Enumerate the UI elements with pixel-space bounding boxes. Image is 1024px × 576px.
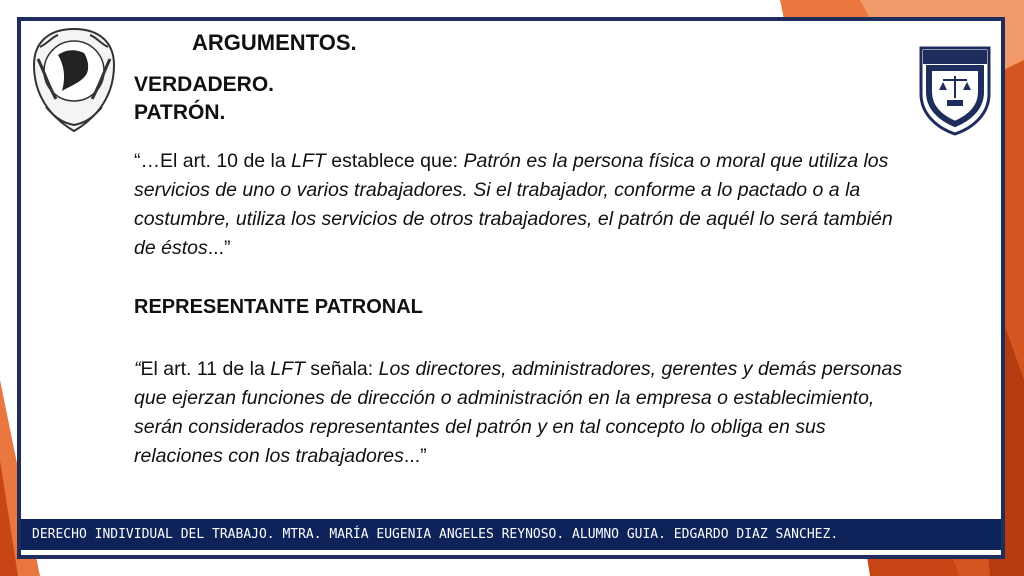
subheading-patron: PATRÓN. [134, 101, 226, 124]
para2-quote: Los directores, administradores, gerentes y demás personas que ejerzan funciones de dirección o administración en la empresa o establecimiento, serán considerados representantes del patrón y en tal concepto lo obliga en sus relaciones con los trabajadores [134, 358, 903, 467]
section-title-representante: REPRESENTANTE PATRONAL [134, 296, 423, 318]
para2-open-quote: “ [134, 358, 141, 380]
paragraph-art-10 [134, 147, 914, 263]
para1-quote: Patrón es la persona física o moral que utiliza los servicios de uno o varios trabajadores. Si el trabajador, conforme a lo pactado o a la costumbre, utiliza los servicios de otros trabajadores, el patrón de aquél lo será también de éstos [134, 150, 893, 259]
para1-lead: “…El art. 10 de la [134, 150, 292, 172]
subheading-verdadero: VERDADERO. [134, 73, 275, 96]
para2-tail: ...” [403, 445, 427, 467]
para2-mid: señala: [304, 358, 379, 380]
unam-seal-icon [28, 25, 120, 135]
para1-law: LFT [291, 150, 326, 172]
para1-tail: ...” [207, 237, 231, 259]
footer-bar: DERECHO INDIVIDUAL DEL TRABAJO. MTRA. MARÍA EUGENIA ANGELES REYNOSO. ALUMNO GUIA. EDGARDO DIAZ SANCHEZ. [21, 519, 1001, 550]
para2-lead: El art. 11 de la [140, 358, 271, 380]
facultad-derecho-shield-icon [917, 42, 993, 136]
para2-law: LFT [270, 358, 305, 380]
para1-mid: establece que: [325, 150, 464, 172]
slide-heading: ARGUMENTOS. [192, 30, 357, 55]
paragraph-art-11 [134, 355, 914, 471]
